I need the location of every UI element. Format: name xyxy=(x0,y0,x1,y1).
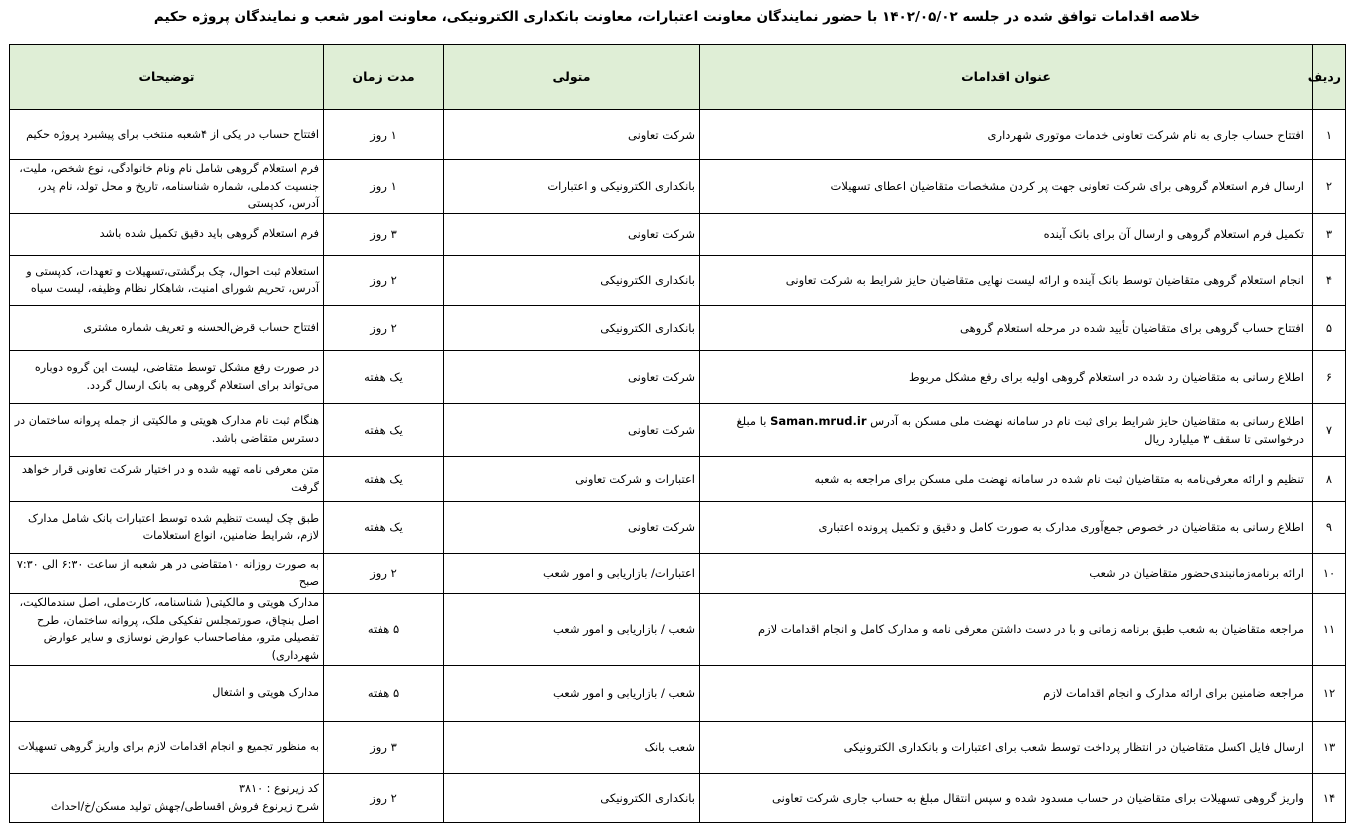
action-title-part1: اطلاع رسانی به متقاضیان حایز شرایط برای ثبت نام در سامانه نهضت ملی مسکن به آدرس xyxy=(870,413,1304,428)
row-number: ۱۰ xyxy=(1313,553,1346,593)
action-title: انجام استعلام گروهی متقاضیان توسط بانک آینده و ارائه لیست نهایی متقاضیان حایز شرایط به شرکت تعاونی xyxy=(700,255,1313,305)
action-owner: بانکداری الکترونیکی و اعتبارات xyxy=(444,160,700,214)
action-title: ارسال فرم استعلام گروهی برای شرکت تعاونی جهت پر کردن مشخصات متقاضیان اعطای تسهیلات xyxy=(700,160,1313,214)
action-description: فرم استعلام گروهی باید دقیق تکمیل شده باشد xyxy=(10,213,324,255)
table-row xyxy=(10,350,1346,403)
row-number: ۵ xyxy=(1313,305,1346,350)
action-title: تکمیل فرم استعلام گروهی و ارسال آن برای بانک آینده xyxy=(700,213,1313,255)
action-description: هنگام ثبت نام مدارک هویتی و مالکیتی از جمله پروانه ساختمان در دسترس متقاضی باشد. xyxy=(10,403,324,456)
action-title: واریز گروهی تسهیلات برای متقاضیان در حساب مسدود شده و سپس انتقال مبلغ به حساب جاری شرکت تعاونی xyxy=(700,773,1313,822)
action-title: اطلاع رسانی به متقاضیان رد شده در استعلام گروهی اولیه برای رفع مشکل مربوط xyxy=(700,350,1313,403)
document-title: خلاصه اقدامات توافق شده در جلسه ۱۴۰۲/۰۵/۰۲ با حضور نمایندگان معاونت اعتبارات، معاونت بانکداری الکترونیکی، معاونت امور شعب و نمایندگان پروژه حکیم xyxy=(153,9,1201,25)
action-description: متن معرفی نامه تهیه شده و در اختیار شرکت تعاونی قرار خواهد گرفت xyxy=(10,456,324,501)
table-row xyxy=(10,553,1346,593)
action-title xyxy=(700,403,1313,456)
row-number: ۲ xyxy=(1313,160,1346,214)
action-title: مراجعه متقاضیان به شعب طبق برنامه زمانی و با در دست داشتن معرفی نامه و مدارک کامل و انجام اقدامات لازم xyxy=(700,593,1313,665)
table-row xyxy=(10,160,1346,214)
table-row xyxy=(10,305,1346,350)
action-owner: شعب / بازاریابی و امور شعب xyxy=(444,593,700,665)
actions-table xyxy=(9,44,1346,823)
action-duration: ۲ روز xyxy=(324,553,444,593)
action-owner: شرکت تعاونی xyxy=(444,213,700,255)
action-description: استعلام ثبت احوال، چک برگشتی،تسهیلات و تعهدات، کدپستی و آدرس، تحریم شورای امنیت، شاهکار نظام وظیفه، لیست سیاه xyxy=(10,255,324,305)
table-row xyxy=(10,403,1346,456)
action-title: ارائه برنامه‌زمانبندی‌حضور متقاضیان در شعب xyxy=(700,553,1313,593)
action-description: افتتاح حساب قرض‌الحسنه و تعریف شماره مشتری xyxy=(10,305,324,350)
table-row xyxy=(10,593,1346,665)
action-duration: یک هفته xyxy=(324,403,444,456)
header-owner: متولی xyxy=(444,45,700,110)
action-title: افتتاح حساب جاری به نام شرکت تعاونی خدمات موتوری شهرداری xyxy=(700,110,1313,160)
action-owner: بانکداری الکترونیکی xyxy=(444,255,700,305)
website-address: Saman.mrud.ir xyxy=(770,413,867,428)
action-owner: شرکت تعاونی xyxy=(444,403,700,456)
action-owner: شرکت تعاونی xyxy=(444,501,700,553)
action-owner: شعب / بازاریابی و امور شعب xyxy=(444,665,700,721)
action-description: مدارک هویتی و اشتغال xyxy=(10,665,324,721)
row-number: ۶ xyxy=(1313,350,1346,403)
table-row xyxy=(10,110,1346,160)
action-duration: ۲ روز xyxy=(324,305,444,350)
action-description: به منظور تجمیع و انجام اقدامات لازم برای واریز گروهی تسهیلات xyxy=(10,721,324,773)
row-number: ۱۲ xyxy=(1313,665,1346,721)
table-row xyxy=(10,456,1346,501)
row-number: ۱۳ xyxy=(1313,721,1346,773)
header-title: عنوان اقدامات xyxy=(700,45,1313,110)
action-title: افتتاح حساب گروهی برای متقاضیان تأیید شده در مرحله استعلام گروهی xyxy=(700,305,1313,350)
action-description: در صورت رفع مشکل توسط متقاضی، لیست این گروه دوباره می‌تواند برای استعلام گروهی به بانک ارسال گردد. xyxy=(10,350,324,403)
action-duration: ۵ هفته xyxy=(324,665,444,721)
action-title: تنظیم و ارائه معرفی‌نامه به متقاضیان ثبت نام شده در سامانه نهضت ملی مسکن برای مراجعه به شعبه xyxy=(700,456,1313,501)
action-duration: ۱ روز xyxy=(324,160,444,214)
action-duration: ۳ روز xyxy=(324,721,444,773)
table-row xyxy=(10,773,1346,822)
action-owner: بانکداری الکترونیکی xyxy=(444,305,700,350)
header-desc: توضیحات xyxy=(10,45,324,110)
row-number: ۴ xyxy=(1313,255,1346,305)
action-description xyxy=(10,773,324,822)
subtype-description: شرح زیرنوع فروش اقساطی/جهش تولید مسکن/خ/احداث xyxy=(50,799,319,813)
action-title: ارسال فایل اکسل متقاضیان در انتظار پرداخت توسط شعب برای اعتبارات و بانکداری الکترونیکی xyxy=(700,721,1313,773)
action-owner: شرکت تعاونی xyxy=(444,350,700,403)
action-description: مدارک هویتی و مالکیتی( شناسنامه، کارت‌ملی، اصل سندمالکیت، اصل بنچاق، صورتمجلس تفکیکی ملک، پروانه ساختمان، طرح تفصیلی مترو، مفاصاحساب عوارض نوسازی و سایر عوارض شهرداری) xyxy=(10,593,324,665)
action-description: طبق چک لیست تنظیم شده توسط اعتبارات بانک شامل مدارک لازم، شرایط ضامنین، انواع استعلامات xyxy=(10,501,324,553)
action-duration: ۱ روز xyxy=(324,110,444,160)
row-number: ۹ xyxy=(1313,501,1346,553)
action-title: اطلاع رسانی به متقاضیان در خصوص جمع‌آوری مدارک به صورت کامل و دقیق و تکمیل پرونده اعتباری xyxy=(700,501,1313,553)
header-num: ردیف xyxy=(1313,45,1346,110)
row-number: ۳ xyxy=(1313,213,1346,255)
action-owner: شعب بانک xyxy=(444,721,700,773)
table-row xyxy=(10,213,1346,255)
action-duration: یک هفته xyxy=(324,501,444,553)
action-owner: اعتبارات و شرکت تعاونی xyxy=(444,456,700,501)
action-duration: ۲ روز xyxy=(324,773,444,822)
table-header-row xyxy=(10,45,1346,110)
action-duration: ۳ روز xyxy=(324,213,444,255)
row-number: ۱ xyxy=(1313,110,1346,160)
row-number: ۷ xyxy=(1313,403,1346,456)
action-duration: یک هفته xyxy=(324,456,444,501)
action-description: به صورت روزانه ۱۰متقاضی در هر شعبه از ساعت ۶:۳۰ الی ۷:۳۰ صبح xyxy=(10,553,324,593)
action-duration: یک هفته xyxy=(324,350,444,403)
action-owner: اعتبارات/ بازاریابی و امور شعب xyxy=(444,553,700,593)
action-description: افتتاح حساب در یکی از ۴شعبه منتخب برای پیشبرد پروژه حکیم xyxy=(10,110,324,160)
table-row xyxy=(10,665,1346,721)
table-row xyxy=(10,721,1346,773)
row-number: ۸ xyxy=(1313,456,1346,501)
action-owner: شرکت تعاونی xyxy=(444,110,700,160)
action-title: مراجعه ضامنین برای ارائه مدارک و انجام اقدامات لازم xyxy=(700,665,1313,721)
row-number: ۱۱ xyxy=(1313,593,1346,665)
table-row xyxy=(10,255,1346,305)
action-duration: ۲ روز xyxy=(324,255,444,305)
header-duration: مدت زمان xyxy=(324,45,444,110)
action-duration: ۵ هفته xyxy=(324,593,444,665)
action-description: فرم استعلام گروهی شامل نام ونام خانوادگی، نوع شخص، ملیت، جنسیت کدملی، شماره شناسنامه، تاریخ و محل تولد، نام پدر، آدرس، کدپستی xyxy=(10,160,324,214)
action-title-part2: با مبلغ درخواستی تا سقف ۳ میلیارد ریال xyxy=(736,413,1304,446)
action-owner: بانکداری الکترونیکی xyxy=(444,773,700,822)
table-row xyxy=(10,501,1346,553)
row-number: ۱۴ xyxy=(1313,773,1346,822)
subtype-code: کد زیرنوع : ۳۸۱۰ xyxy=(239,782,319,795)
